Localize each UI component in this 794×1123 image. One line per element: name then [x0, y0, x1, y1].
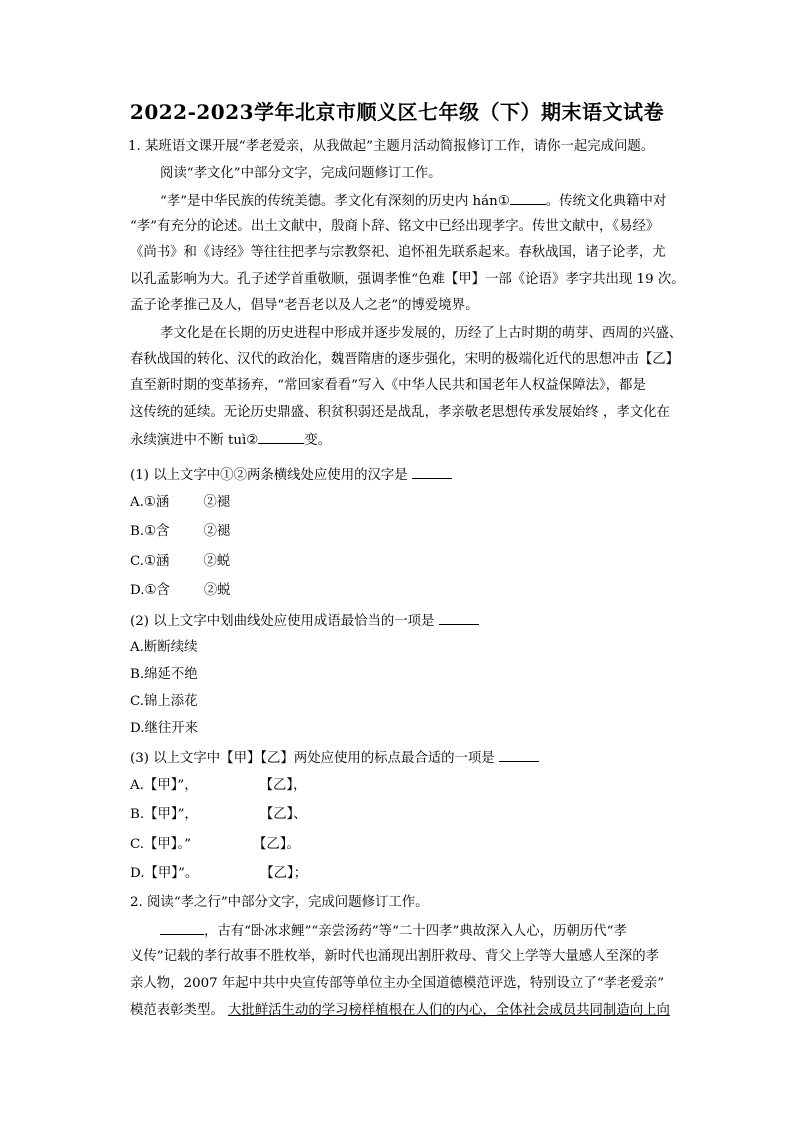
passage-text: 。传统文化典籍中对: [545, 194, 667, 209]
option-b[interactable]: B.绵延不绝: [130, 667, 198, 682]
page-title: 2022-2023学年北京市顺义区七年级（下）期末语文试卷: [129, 100, 665, 124]
passage-line: 以孔孟影响为大。孔子述学首重敬顺，强调孝惟“色难【甲】一部《论语》孝字共出现 19 次。: [130, 272, 685, 287]
passage-line: 义传”记载的孝行故事不胜枚举，新时代也涌现出割肝救母、背父上学等大量感人至深的孝: [130, 949, 660, 964]
passage-text: 变。: [304, 433, 332, 448]
answer-blank-3[interactable]: [160, 921, 204, 935]
subquestion-2-stem: (2) 以上文字中划曲线处应使用成语最恰当的一项是: [130, 611, 479, 631]
question-1-subintro: 阅读“孝文化”中部分文字，完成问题修订工作。: [160, 166, 442, 181]
option-a[interactable]: A.断断续续: [130, 640, 198, 655]
option-d[interactable]: D.继往开来: [130, 721, 199, 736]
passage-text: 永续演进中不断 tuì②: [130, 433, 259, 448]
option-b[interactable]: B.①含 ②褪: [130, 524, 231, 539]
option-c[interactable]: C.①涵 ②蜕: [130, 554, 231, 569]
option-a[interactable]: A.【甲】”， 【乙】，: [130, 778, 307, 793]
passage-line: 《尚书》和《诗经》等往往把孝与宗教祭祀、追怀祖先联系起来。春秋战国，诸子论孝，尤: [130, 245, 666, 260]
answer-blank-2[interactable]: [258, 430, 304, 444]
option-d[interactable]: D.①含 ②蜕: [130, 583, 231, 598]
passage-line: 春秋战国的转化、汉代的政治化，魏晋隋唐的逐步强化，宋明的极端化近代的思想冲击【乙】: [130, 352, 680, 367]
passage-line: 模范表彰类型。 大批鲜活生动的学习榜样植根在人们的内心，全体社会成员共同制造向上向: [130, 1003, 670, 1018]
answer-blank[interactable]: [499, 748, 539, 762]
answer-blank[interactable]: [439, 611, 479, 625]
passage-line: 这传统的延续。无论历史鼎盛、积贫积弱还是战乱，孝亲敬老思想传承发展始终 ，孝文化在: [130, 405, 670, 420]
option-a[interactable]: A.①涵 ②褪: [130, 495, 231, 510]
underlined-sentence: 大批鲜活生动的学习榜样植根在人们的内心，全体社会成员共同制造向上向: [228, 1003, 670, 1018]
passage-text: “孝”是中华民族的传统美德。孝文化有深刻的历史内 hán①: [160, 194, 510, 209]
passage-line: 孝文化是在长期的历史进程中形成并逐步发展的，历经了上古时期的萌芽、西周的兴盛、: [160, 326, 683, 341]
passage-line: 孟子论孝推己及人，倡导“老吾老以及人之老”的博爱境界。: [130, 298, 479, 313]
option-b[interactable]: B.【甲】”， 【乙】、: [130, 807, 307, 822]
passage-line: ，古有“卧冰求鲤”“亲尝汤药”等“二十四孝”典故深入人心，历朝历代“孝: [160, 921, 627, 941]
passage-line: [130, 430, 331, 450]
question-1-intro: 1. 某班语文课开展“孝老爱亲，从我做起”主题月活动简报修订工作，请你一起完成问题。: [128, 139, 655, 154]
passage-line: [160, 191, 666, 211]
passage-line: “孝”有充分的论述。出土文献中，殷商卜辞、铭文中已经出现孝字。传世文献中，《易经》: [130, 219, 660, 234]
option-d[interactable]: D.【甲】”。 【乙】；: [130, 866, 308, 881]
option-c[interactable]: C.【甲】。” 【乙】。: [130, 837, 300, 852]
passage-line: 亲人物，2007 年起中共中央宣传部等单位主办全国道德模范评选，特别设立了“孝老爱亲”: [130, 976, 665, 991]
passage-line: 直至新时期的变革扬弃，“常回家看看”写入《中华人民共和国老年人权益保障法》，都是: [130, 378, 646, 393]
subquestion-3-stem: (3) 以上文字中【甲】【乙】两处应使用的标点最合适的一项是: [130, 748, 539, 768]
question-2-intro: 2. 阅读“孝之行”中部分文字，完成问题修订工作。: [130, 895, 429, 910]
subquestion-1-stem: (1) 以上文字中①②两条横线处应使用的汉字是: [130, 465, 452, 485]
answer-blank-1[interactable]: [510, 191, 546, 205]
option-c[interactable]: C.锦上添花: [130, 694, 198, 709]
answer-blank[interactable]: [412, 465, 452, 479]
